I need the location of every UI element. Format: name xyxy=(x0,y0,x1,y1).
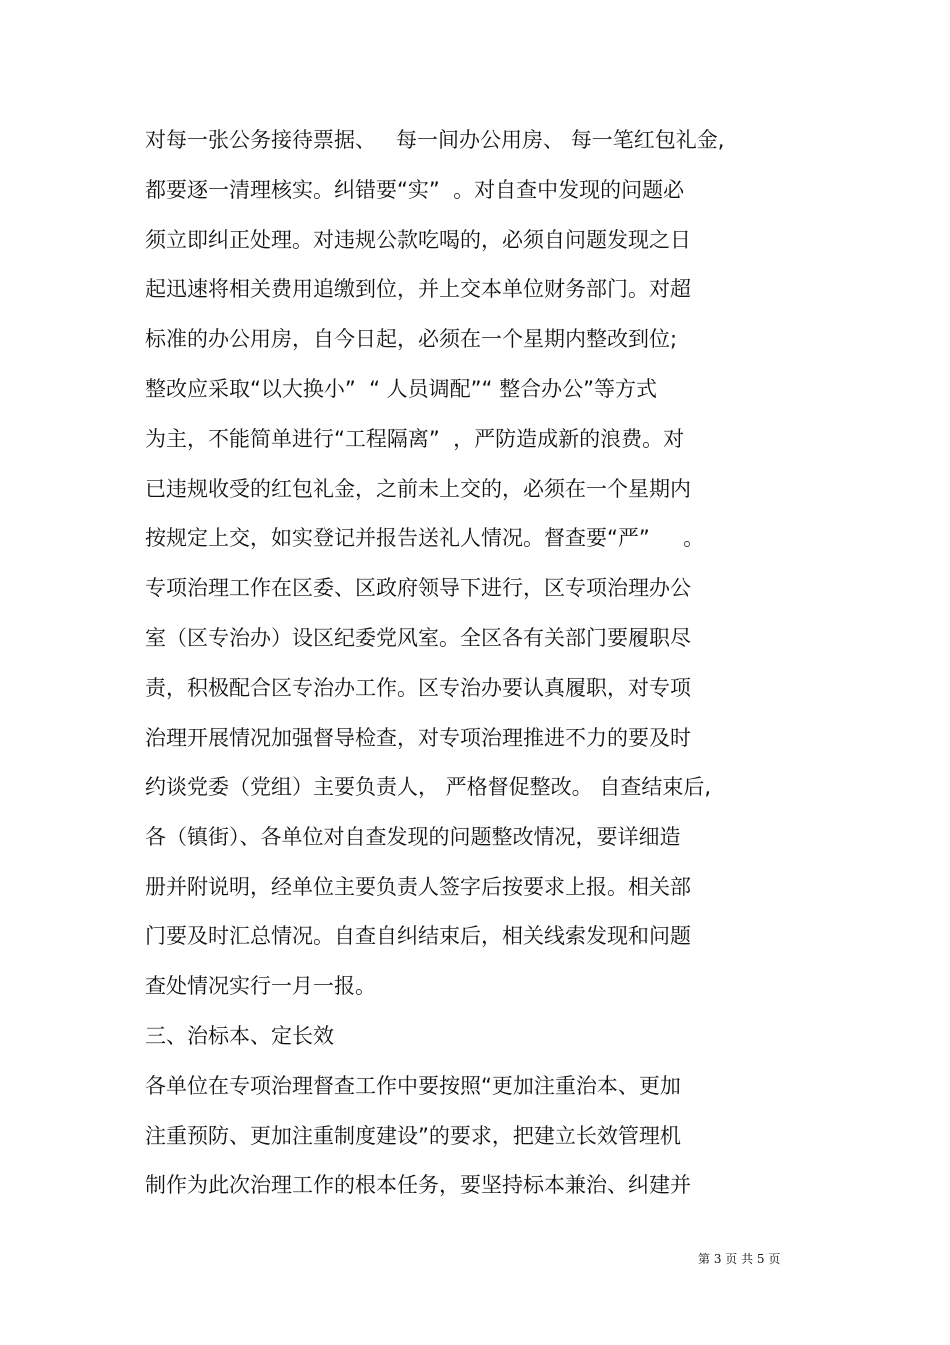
body-line-10: 专项治理工作在区委、区政府领导下进行，区专项治理办公 xyxy=(145,576,691,600)
body-line-4: 起迅速将相关费用追缴到位，并上交本单位财务部门。对超 xyxy=(145,277,691,301)
body-line-17: 门要及时汇总情况。自查自纠结束后，相关线索发现和问题 xyxy=(145,924,691,948)
body-line-14: 约谈党委（党组）主要负责人， 严格督促整改。 自查结束后, xyxy=(145,775,712,799)
body-line-16: 册并附说明，经单位主要负责人签字后按要求上报。相关部 xyxy=(145,875,691,899)
body-line-9: 按规定上交，如实登记并报告送礼人情况。督查要“严” 。 xyxy=(145,526,705,550)
page-number: 第 3 页 共 5 页 xyxy=(698,1252,781,1266)
body-line-11: 室（区专治办）设区纪委党风室。全区各有关部门要履职尽 xyxy=(145,626,691,650)
body-line-21: 注重预防、更加注重制度建设”的要求，把建立长效管理机 xyxy=(145,1124,681,1148)
body-line-22: 制作为此次治理工作的根本任务，要坚持标本兼治、纠建并 xyxy=(145,1173,691,1197)
body-line-2: 都要逐一清理核实。纠错要“实” 。对自查中发现的问题必 xyxy=(145,178,685,202)
body-line-3: 须立即纠正处理。对违规公款吃喝的，必须自问题发现之日 xyxy=(145,228,691,252)
body-line-20: 各单位在专项治理督查工作中要按照“更加注重治本、更加 xyxy=(145,1074,681,1098)
body-line-15: 各（镇街）、各单位对自查发现的问题整改情况，要详细造 xyxy=(145,825,681,849)
body-line-12: 责，积极配合区专治办工作。区专治办要认真履职，对专项 xyxy=(145,676,691,700)
section-heading: 三、治标本、定长效 xyxy=(145,1024,334,1048)
body-line-6: 整改应采取“以大换小” “ 人员调配”“ 整合办公”等方式 xyxy=(145,377,657,401)
body-line-7: 为主，不能简单进行“工程隔离” ，严防造成新的浪费。对 xyxy=(145,427,685,451)
body-line-1: 对每一张公务接待票据、 每一间办公用房、 每一笔红包礼金, xyxy=(145,128,725,152)
body-line-18: 查处情况实行一月一报。 xyxy=(145,974,376,998)
body-line-13: 治理开展情况加强督导检查，对专项治理推进不力的要及时 xyxy=(145,726,691,750)
body-line-5: 标准的办公用房，自今日起，必须在一个星期内整改到位; xyxy=(145,327,678,351)
body-line-8: 已违规收受的红包礼金，之前未上交的，必须在一个星期内 xyxy=(145,477,691,501)
